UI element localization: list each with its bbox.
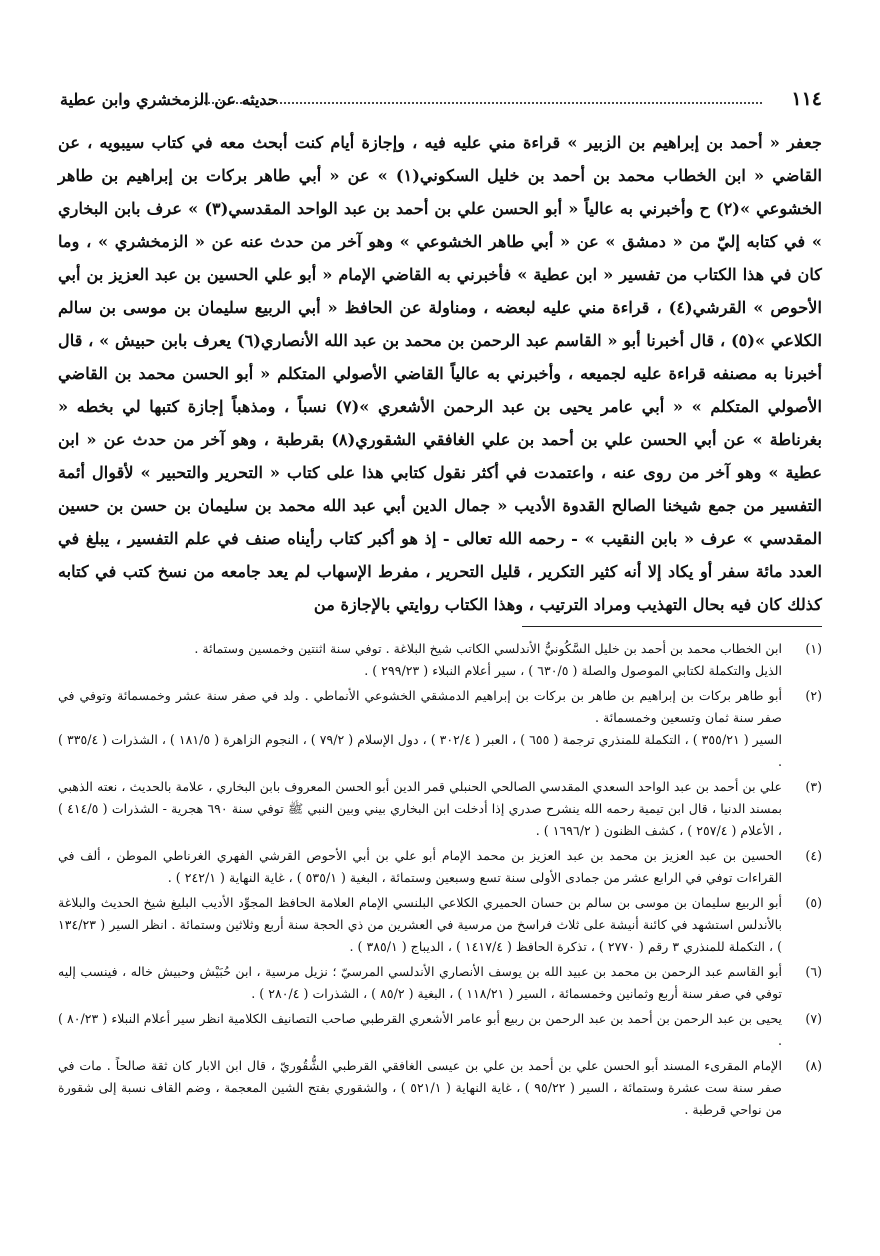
footnote-5 (58, 892, 822, 958)
footnote-number: (٨) (805, 1058, 822, 1073)
footnote-7 (58, 1008, 822, 1052)
footnote-number: (١) (805, 641, 822, 656)
footnote-separator (522, 626, 822, 627)
footnote-line: السير ( ٣٥٥/٢١ ) ، التكملة للمنذري ترجمة ( ٦٥٥ ) ، العبر ( ٣٠٢/٤ ) ، دول الإسلام ( ٧٩/٢ ) ، النجوم الزاهرة ( ١٨١/٥ ) ، الشذرات ( ٣٣٥/٤ ) . (58, 732, 783, 769)
main-text-block (58, 126, 822, 621)
footnote-number: (٢) (805, 688, 822, 703)
main-paragraph: جعفر « أحمد بن إبراهيم بن الزبير » قراءة مني عليه فيه ، وإجازة أيام كنت أبحث معه في كتاب سيبويه ، عن القاضي « ابن الخطاب محمد بن أحمد بن خليل السكوني(١) » عن « أبي طاهر بركات بن إبراهيم بن طاهر الخشوعي »(٢) ح وأخبرني به عالياً « أبو الحسن علي بن أحمد بن عبد الواحد المقدسي(٣) » عرف بابن البخاري » في كتابه إليّ من « دمشق » عن « أبي طاهر الخشوعي » وهو آخر من حدث عنه عن « الزمخشري » ، وما كان في هذا الكتاب من تفسير « ابن عطية » فأخبرني به القاضي الإمام « أبو علي الحسين بن عبد العزيز بن أبي الأحوص » القرشي(٤) ، قراءة مني عليه لبعضه ، ومناولة عن الحافظ « أبي الربيع سليمان بن موسى بن سالم الكلاعي »(٥) ، قال أخبرنا أبو « القاسم عبد الرحمن بن محمد بن عبد الله الأنصاري(٦) يعرف بابن حبيش » ، قال أخبرنا به مصنفه قراءة عليه لجميعه ، وأخبرني به عالياً القاضي الأصولي المتكلم « أبو الحسن محمد بن القاضي الأصولي المتكلم » « أبي عامر يحيى بن عبد الرحمن الأشعري »(٧) نسباً ، ومذهباً إجازة كتبها لي بخطه « بغرناطة » عن أبي الحسن علي بن أحمد بن علي الغافقي الشقوري(٨) بقرطبة ، وهو آخر من حدث عن « ابن عطية » وهو آخر من روى عنه ، واعتمدت في أكثر نقول كتابي هذا على كتاب « التحرير والتحبير » لأقوال أئمة التفسير من جمع شيخنا الصالح القدوة الأديب « جمال الدين أبي عبد الله محمد بن سليمان بن حسن بن حسين المقدسي » عرف « بابن النقيب » - رحمه الله تعالى - إذ هو أكبر كتاب رأيناه صنف في علم التفسير ، يبلغ في العدد مائة سفر أو يكاد إلا أنه كثير التكرير ، قليل التحرير ، مفرط الإسهاب لم يعد جامعه من نسخ كتب في كتابه كذلك كان فيه بحال التهذيب ومراد الترتيب ، وهذا الكتاب روايتي بالإجازة من (58, 133, 823, 614)
footnote-line: علي بن أحمد بن عبد الواحد السعدي المقدسي الصالحي الحنبلي قمر الدين أبو الحسن المعروف بابن البخاري ، علامة بالحديث ، نعته الذهبي بمسند الدنيا ، قال ابن تيمية رحمه الله ينشرح صدري إذا أدخلت ابن البخاري بيني وبين النبي ﷺ توفي سنة ٦٩٠ هجرية - الشذرات ( ٤١٤/٥ ) ، الأعلام ( ٢٥٧/٤ ) ، كشف الظنون ( ١٦٩٦/٢ ) . (58, 779, 783, 838)
footnote-number: (٣) (805, 779, 822, 794)
footnote-line: الحسين بن عبد العزيز بن محمد بن عبد العزيز بن محمد الإمام أبو علي بن أبي الأحوص القرشي الفهري الغرناطي الموطن ، ألف في القراءات توفي في الرابع عشر من جمادى الأولى سنة تسع وسبعين وستمائة ، البغية ( ٥٣٥/١ ) ، غاية النهاية ( ٢٤٢/١ ) . (58, 848, 782, 885)
footnote-number: (٧) (805, 1011, 822, 1026)
footnote-line: أبو طاهر بركات بن إبراهيم بن طاهر بن بركات بن إبراهيم الدمشقي الخشوعي الأنماطي . ولد في صفر سنة عشر وخمسمائة وتوفي في صفر سنة ثمان وتسعين وخمسمائة . (58, 688, 782, 725)
footnote-line: الإمام المقرىء المسند أبو الحسن علي بن أحمد بن علي بن عيسى الغافقي القرطبي الشُّقُوريّ ، قال ابن الابار كان ثقة صالحاً . مات في صفر سنة ست عشرة وستمائة ، السير ( ٩٥/٢٢ ) ، غاية النهاية ( ٥٢١/١ ) ، والشقوري بفتح الشين المعجمة ، وضم القاف نسبة إلى شقورة من نواحي قرطبة . (58, 1058, 782, 1117)
footnote-8 (58, 1055, 822, 1121)
footnote-line: الذيل والتكملة لكتابي الموصول والصلة ( ٦٣٠/٥ ) ، سير أعلام النبلاء ( ٢٩٩/٢٣ ) . (364, 663, 782, 678)
footnotes (58, 638, 822, 1124)
page-number: ١١٤ (791, 88, 822, 110)
footnote-1 (58, 638, 822, 682)
footnote-4 (58, 845, 822, 889)
page-header (60, 88, 822, 116)
footnote-3 (58, 776, 822, 842)
footnote-line: أبو الربيع سليمان بن موسى بن سالم بن حسان الحميري الكلاعي البلنسي الإمام العلامة الحافظ المجوِّد الأديب البليغ شيخ الحديث والبلاغة بالأندلس استشهد في كائنة أنيشة على ثلاث فراسخ من مرسية في العشرين من ذي الحجة سنة أربع وثلاثين وستمائة . انظر السير ( ١٣٤/٢٣ ) ، التكملة للمنذري ٣ رقم ( ٢٧٧٠ ) ، تذكرة الحافظ ( ١٤١٧/٤ ) ، الديباج ( ٣٨٥/١ ) . (58, 895, 782, 954)
running-title: حديثه عن الزمخشري وابن عطية (60, 90, 278, 109)
footnote-number: (٥) (805, 895, 822, 910)
footnote-2 (58, 685, 822, 773)
footnote-number: (٦) (805, 964, 822, 979)
footnote-6 (58, 961, 822, 1005)
footnote-line: يحيى بن عبد الرحمن بن أحمد بن عبد الرحمن بن ربيع أبو عامر الأشعري القرطبي صاحب التصانيف الكلامية انظر سير أعلام النبلاء ( ٨٠/٢٣ ) . (58, 1011, 782, 1048)
footnote-line: أبو القاسم عبد الرحمن بن محمد بن عبيد الله بن يوسف الأنصاري الأندلسي المرسيّ ؛ نزيل مرسية ، ابن حُبَيْش وحبيش خاله ، فينسب إليه توفي في صفر سنة أربع وثمانين وخمسمائة ، السير ( ١١٨/٢١ ) ، البغية ( ٨٥/٢ ) ، الشذرات ( ٢٨٠/٤ ) . (58, 964, 782, 1001)
header-dot-leader (200, 102, 762, 104)
footnote-number: (٤) (805, 848, 822, 863)
footnote-line: ابن الخطاب محمد بن أحمد بن خليل السَّكُونيُّ الأندلسي الكاتب شيخ البلاغة . توفي سنة اثنتين وخمسين وستمائة . (194, 641, 782, 656)
